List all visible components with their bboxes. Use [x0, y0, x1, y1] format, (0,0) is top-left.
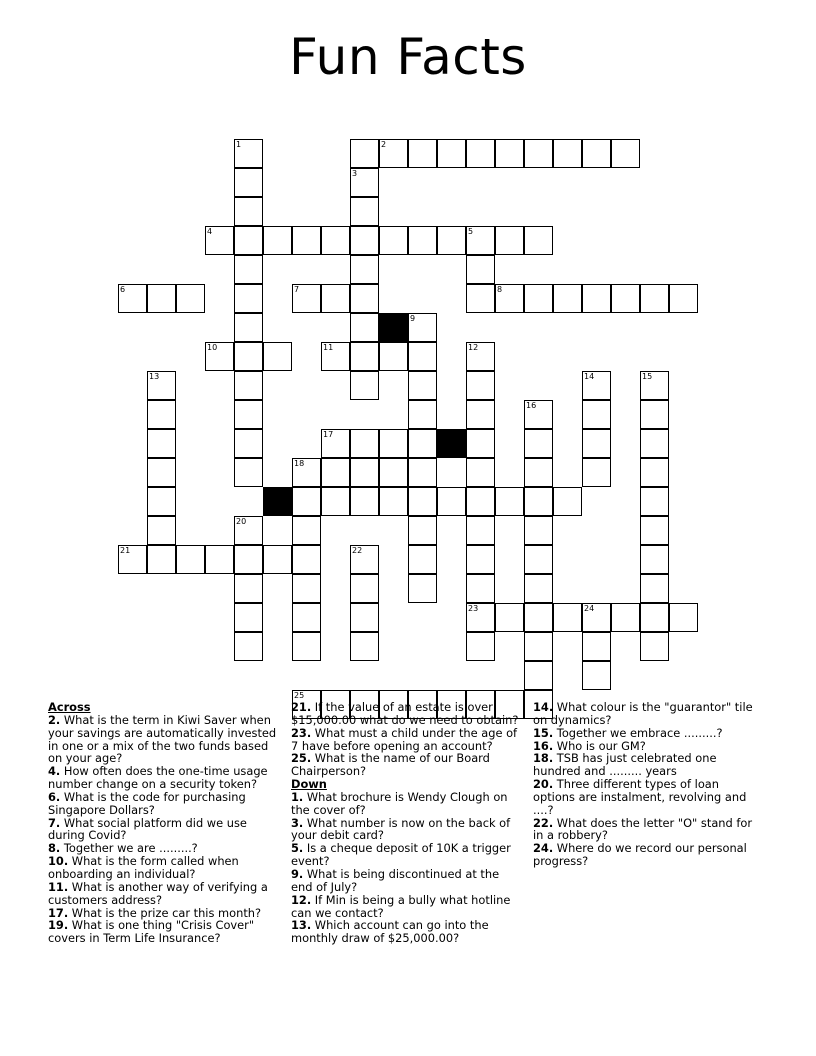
clue-number: 12.: [291, 892, 312, 907]
grid-cell[interactable]: [234, 197, 263, 226]
grid-cell[interactable]: [466, 545, 495, 574]
grid-cell[interactable]: [495, 603, 524, 632]
clue-item: [48, 855, 283, 881]
grid-cell[interactable]: [466, 400, 495, 429]
grid-cell[interactable]: [350, 255, 379, 284]
clue-number-label: 9: [410, 314, 416, 323]
clue-number: 16.: [533, 738, 554, 753]
grid-cell[interactable]: [321, 226, 350, 255]
clue-item: [291, 727, 519, 753]
clue-text: What is another way of verifying a customers address?: [48, 879, 268, 907]
grid-cell[interactable]: [524, 284, 553, 313]
grid-cell[interactable]: [553, 603, 582, 632]
clue-item: [291, 791, 519, 817]
clue-number-label: 22: [352, 546, 363, 555]
grid-cell[interactable]: [611, 603, 640, 632]
clue-number-label: 10: [207, 343, 218, 352]
clue-item: [48, 919, 283, 945]
grid-cell[interactable]: [553, 487, 582, 516]
clue-number: 18.: [533, 751, 554, 766]
grid-cell[interactable]: [437, 487, 466, 516]
grid-cell[interactable]: [408, 516, 437, 545]
clue-item: [533, 701, 758, 727]
grid-cell[interactable]: [611, 139, 640, 168]
grid-cell[interactable]: [408, 429, 437, 458]
grid-cell[interactable]: [669, 284, 698, 313]
grid-cell[interactable]: [234, 168, 263, 197]
grid-cell[interactable]: [350, 226, 379, 255]
clue-number: 6.: [48, 789, 61, 804]
grid-cell[interactable]: [147, 284, 176, 313]
grid-cell[interactable]: [234, 458, 263, 487]
grid-cell[interactable]: [408, 545, 437, 574]
grid-cell[interactable]: [234, 603, 263, 632]
clue-item: [48, 791, 283, 817]
clue-number-label: 20: [236, 517, 247, 526]
clue-text: What is the prize car this month?: [68, 905, 262, 920]
clue-number: 14.: [533, 700, 554, 714]
down-clue-list: [291, 791, 519, 945]
clues-column-2: [291, 701, 519, 945]
clue-text: TSB has just celebrated one hundred and ......... years: [533, 751, 717, 779]
grid-cell[interactable]: [350, 342, 379, 371]
clue-item: [291, 817, 519, 843]
grid-cell[interactable]: [176, 284, 205, 313]
grid-cell[interactable]: [495, 139, 524, 168]
grid-cell[interactable]: [582, 632, 611, 661]
grid-cell[interactable]: [234, 429, 263, 458]
grid-cell[interactable]: [466, 574, 495, 603]
grid-cell[interactable]: [379, 226, 408, 255]
clue-number: 5.: [291, 841, 304, 856]
grid-cell[interactable]: [408, 487, 437, 516]
grid-cell[interactable]: [466, 139, 495, 168]
grid-cell[interactable]: [263, 545, 292, 574]
grid-cell[interactable]: [640, 516, 669, 545]
clue-text: What is one thing "Crisis Cover" covers in Term Life Insurance?: [48, 918, 255, 946]
clue-number-label: 17: [323, 430, 334, 439]
grid-cell[interactable]: [408, 458, 437, 487]
grid-cell[interactable]: [524, 458, 553, 487]
clue-number: 20.: [533, 777, 554, 792]
grid-cell[interactable]: [408, 226, 437, 255]
grid-cell[interactable]: [640, 487, 669, 516]
clue-number-label: 11: [323, 343, 334, 352]
clue-item: [48, 881, 283, 907]
clue-text: Where do we record our personal progress?: [533, 841, 747, 869]
grid-cell[interactable]: [524, 603, 553, 632]
grid-cell[interactable]: [379, 429, 408, 458]
grid-cell[interactable]: [466, 255, 495, 284]
grid-cell[interactable]: [350, 197, 379, 226]
grid-cell[interactable]: [350, 139, 379, 168]
grid-cell[interactable]: [350, 603, 379, 632]
clue-number-label: 19: [265, 488, 276, 497]
grid-cell[interactable]: [234, 313, 263, 342]
clue-number-label: 18: [294, 459, 305, 468]
clue-text: What is the form called when onboarding an individual?: [48, 854, 239, 881]
clue-number-label: 6: [120, 285, 126, 294]
clue-text: What brochure is Wendy Clough on the cover of?: [291, 789, 508, 817]
clue-number-label: 4: [207, 227, 213, 236]
across-heading: Across: [48, 700, 91, 714]
clue-item: [291, 842, 519, 868]
clue-item: [291, 752, 519, 778]
grid-cell[interactable]: [234, 226, 263, 255]
clue-number-label: 25: [294, 691, 305, 700]
grid-cell[interactable]: [437, 226, 466, 255]
grid-cell[interactable]: [263, 226, 292, 255]
clue-text: If Min is being a bully what hotline can we contact?: [291, 892, 511, 920]
grid-cell[interactable]: [582, 661, 611, 690]
clue-number: 24.: [533, 841, 554, 856]
grid-cell[interactable]: [321, 487, 350, 516]
clue-item: [291, 701, 519, 727]
clue-number-label: 21: [120, 546, 131, 555]
grid-cell[interactable]: [234, 284, 263, 313]
clue-item: [533, 842, 758, 868]
clue-number-label: 12: [468, 343, 479, 352]
clue-number: 19.: [48, 918, 69, 933]
clue-text: Is a cheque deposit of 10K a trigger event?: [291, 841, 511, 869]
grid-cell[interactable]: [292, 226, 321, 255]
grid-cell[interactable]: [640, 458, 669, 487]
clue-text: What number is now on the back of your debit card?: [291, 815, 511, 843]
grid-cell[interactable]: [640, 429, 669, 458]
clue-item: [291, 894, 519, 920]
clue-item: [533, 778, 758, 817]
grid-cell[interactable]: [524, 632, 553, 661]
clue-number-label: 7: [294, 285, 300, 294]
grid-cell[interactable]: [640, 574, 669, 603]
grid-cell[interactable]: [408, 574, 437, 603]
grid-cell[interactable]: [408, 139, 437, 168]
clue-text: Which account can go into the monthly draw of $25,000.00?: [291, 918, 489, 946]
grid-cell[interactable]: [350, 429, 379, 458]
grid-cell[interactable]: [147, 487, 176, 516]
grid-cell[interactable]: [321, 284, 350, 313]
clue-number: 7.: [48, 815, 61, 830]
clues-column-1: [48, 701, 283, 945]
black-square: [379, 313, 408, 342]
grid-cell[interactable]: [292, 545, 321, 574]
clue-number-label: 1: [236, 140, 242, 149]
grid-cell[interactable]: [466, 458, 495, 487]
clue-number: 11.: [48, 879, 69, 894]
grid-cell[interactable]: [524, 226, 553, 255]
clue-number-label: 2: [381, 140, 387, 149]
clue-number-label: 15: [642, 372, 653, 381]
clue-number: 1.: [291, 789, 304, 804]
grid-cell[interactable]: [176, 545, 205, 574]
clue-text: Together we embrace .........?: [553, 725, 723, 740]
grid-cell[interactable]: [234, 371, 263, 400]
grid-cell[interactable]: [669, 603, 698, 632]
grid-cell[interactable]: [147, 545, 176, 574]
grid-cell[interactable]: [611, 284, 640, 313]
clue-number: 17.: [48, 905, 69, 920]
clue-number-label: 16: [526, 401, 537, 410]
clue-number: 22.: [533, 815, 554, 830]
clue-item: [48, 817, 283, 843]
clue-text: What is the term in Kiwi Saver when your savings are automatically invested in one or a mix of the two funds based on your age?: [48, 712, 277, 766]
grid-cell[interactable]: [292, 632, 321, 661]
grid-cell[interactable]: [553, 139, 582, 168]
clue-number: 9.: [291, 866, 304, 881]
grid-cell[interactable]: [524, 545, 553, 574]
page-title: Fun Facts: [289, 28, 527, 86]
clue-number: 23.: [291, 725, 312, 740]
clue-item: [48, 714, 283, 765]
across-clue-list: [48, 714, 283, 945]
clue-number-label: 13: [149, 372, 160, 381]
grid-cell[interactable]: [263, 342, 292, 371]
down-heading: Down: [291, 777, 327, 792]
across-clue-list-continued: [291, 701, 519, 778]
down-clue-list-continued: [533, 701, 758, 868]
grid-cell[interactable]: [292, 603, 321, 632]
grid-cell[interactable]: [640, 545, 669, 574]
grid-cell[interactable]: [640, 284, 669, 313]
grid-cell[interactable]: [234, 342, 263, 371]
grid-cell[interactable]: [640, 632, 669, 661]
clue-text: What is the code for purchasing Singapore Dollars?: [48, 789, 246, 817]
grid-cell[interactable]: [292, 516, 321, 545]
grid-cell[interactable]: [466, 284, 495, 313]
clue-item: [533, 752, 758, 778]
grid-cell[interactable]: [350, 371, 379, 400]
clue-number-label: 5: [468, 227, 474, 236]
clue-number-label: 3: [352, 169, 358, 178]
clue-text: What does the letter "O" stand for in a robbery?: [533, 815, 753, 843]
clue-number: 2.: [48, 712, 61, 727]
grid-cell[interactable]: [408, 342, 437, 371]
clue-number-label: 24: [584, 604, 595, 613]
clue-text: Together we are .........?: [60, 841, 198, 856]
clue-number: 3.: [291, 815, 304, 830]
grid-cell[interactable]: [524, 429, 553, 458]
clue-item: [291, 919, 519, 945]
grid-cell[interactable]: [408, 371, 437, 400]
clue-text: What colour is the "guarantor" tile on dynamics?: [533, 700, 753, 727]
grid-cell[interactable]: [582, 458, 611, 487]
grid-cell[interactable]: [234, 574, 263, 603]
grid-cell[interactable]: [350, 458, 379, 487]
grid-cell[interactable]: [350, 632, 379, 661]
grid-cell[interactable]: [524, 139, 553, 168]
clue-number: 15.: [533, 725, 554, 740]
clue-number-label: 8: [497, 285, 503, 294]
grid-cell[interactable]: [350, 574, 379, 603]
grid-cell[interactable]: [640, 603, 669, 632]
grid-cell[interactable]: [292, 487, 321, 516]
grid-cell[interactable]: [147, 458, 176, 487]
clue-number-label: 23: [468, 604, 479, 613]
clue-text: If the value of an estate is over $15,000.00 what do we need to obtain?: [291, 700, 519, 727]
grid-cell[interactable]: [553, 284, 582, 313]
grid-cell[interactable]: [466, 516, 495, 545]
clue-text: What social platform did we use during Covid?: [48, 815, 247, 843]
grid-cell[interactable]: [147, 429, 176, 458]
grid-cell[interactable]: [640, 400, 669, 429]
grid-cell[interactable]: [466, 632, 495, 661]
grid-cell[interactable]: [582, 429, 611, 458]
grid-cell[interactable]: [582, 139, 611, 168]
clue-number: 13.: [291, 918, 312, 933]
black-square: [437, 429, 466, 458]
clue-number-label: 14: [584, 372, 595, 381]
grid-cell[interactable]: [234, 255, 263, 284]
grid-cell[interactable]: [524, 487, 553, 516]
grid-cell[interactable]: [582, 284, 611, 313]
grid-cell[interactable]: [408, 400, 437, 429]
grid-cell[interactable]: [234, 400, 263, 429]
clue-text: What is being discontinued at the end of July?: [291, 866, 500, 894]
clue-number: 25.: [291, 751, 312, 766]
grid-cell[interactable]: [350, 284, 379, 313]
clue-number: 21.: [291, 700, 312, 714]
grid-cell[interactable]: [234, 545, 263, 574]
clue-text: Three different types of loan options are instalment, revolving and ....?: [533, 777, 747, 817]
grid-cell[interactable]: [582, 400, 611, 429]
grid-cell[interactable]: [379, 458, 408, 487]
grid-cell[interactable]: [321, 458, 350, 487]
clue-item: [48, 765, 283, 791]
clue-number: 4.: [48, 764, 61, 779]
clue-number: 10.: [48, 854, 69, 869]
grid-cell[interactable]: [205, 545, 234, 574]
clue-text: Who is our GM?: [553, 738, 646, 753]
grid-cell[interactable]: [292, 574, 321, 603]
grid-cell[interactable]: [466, 429, 495, 458]
grid-cell[interactable]: [495, 487, 524, 516]
grid-cell[interactable]: [350, 487, 379, 516]
grid-cell[interactable]: [234, 632, 263, 661]
clue-item: [533, 817, 758, 843]
grid-cell[interactable]: [147, 516, 176, 545]
clue-text: What must a child under the age of 7 have before opening an account?: [291, 725, 518, 753]
grid-cell[interactable]: [524, 516, 553, 545]
clue-text: What is the name of our Board Chairperson?: [291, 751, 490, 779]
grid-cell[interactable]: [379, 342, 408, 371]
clues-column-3: [533, 701, 758, 868]
clue-number: 8.: [48, 841, 61, 856]
grid-cell[interactable]: [466, 487, 495, 516]
grid-cell[interactable]: [350, 313, 379, 342]
clue-text: How often does the one-time usage number change on a security token?: [48, 764, 268, 792]
grid-cell[interactable]: [147, 400, 176, 429]
clue-item: [291, 868, 519, 894]
grid-cell[interactable]: [524, 574, 553, 603]
grid-cell[interactable]: [437, 139, 466, 168]
grid-cell[interactable]: [495, 226, 524, 255]
grid-cell[interactable]: [379, 487, 408, 516]
grid-cell[interactable]: [524, 661, 553, 690]
grid-cell[interactable]: [466, 371, 495, 400]
